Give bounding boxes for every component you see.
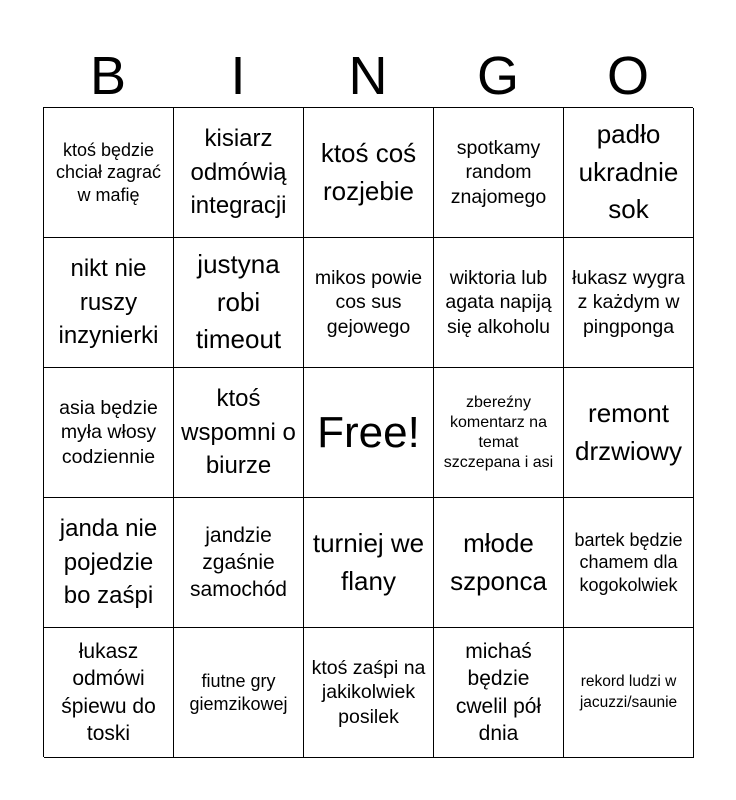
bingo-cell[interactable]: ktoś wspomni o biurze [174,368,304,498]
bingo-cell[interactable]: jandzie zgaśnie samochód [174,498,304,628]
bingo-cell[interactable]: kisiarz odmówią integracji [174,108,304,238]
bingo-cell[interactable]: janda nie pojedzie bo zaśpi [44,498,174,628]
bingo-grid [43,107,693,757]
bingo-cell[interactable]: rekord ludzi w jacuzzi/saunie [564,628,694,758]
bingo-cell[interactable]: ktoś coś rozjebie [304,108,434,238]
header-letter-g: G [476,46,519,106]
bingo-cell[interactable]: wiktoria lub agata napiją się alkoholu [434,238,564,368]
header-letter-o: O [606,46,649,106]
bingo-cell[interactable]: michaś będzie cwelil pół dnia [434,628,564,758]
bingo-cell[interactable]: ktoś zaśpi na jakikolwiek posilek [304,628,434,758]
bingo-cell[interactable]: asia będzie myła włosy codziennie [44,368,174,498]
bingo-cell[interactable]: nikt nie ruszy inzynierki [44,238,174,368]
bingo-cell[interactable]: mikos powie cos sus gejowego [304,238,434,368]
bingo-cell[interactable]: ktoś będzie chciał zagrać w mafię [44,108,174,238]
bingo-cell[interactable]: łukasz wygra z każdym w pingponga [564,238,694,368]
bingo-cell[interactable]: padło ukradnie sok [564,108,694,238]
bingo-cell[interactable]: justyna robi timeout [174,238,304,368]
bingo-cell[interactable]: łukasz odmówi śpiewu do toski [44,628,174,758]
bingo-cell[interactable]: młode szponca [434,498,564,628]
bingo-cell[interactable]: turniej we flany [304,498,434,628]
bingo-cell[interactable]: remont drzwiowy [564,368,694,498]
header-letter-i: I [230,46,246,106]
bingo-cell[interactable]: fiutne gry giemzikowej [174,628,304,758]
free-cell[interactable]: Free! [304,368,434,498]
bingo-header [43,44,693,108]
header-letter-n: N [348,46,388,106]
header-letter-b: B [89,46,127,106]
bingo-cell[interactable]: zbereźny komentarz na temat szczepana i asi [434,368,564,498]
bingo-cell[interactable]: spotkamy random znajomego [434,108,564,238]
bingo-cell[interactable]: bartek będzie chamem dla kogokolwiek [564,498,694,628]
